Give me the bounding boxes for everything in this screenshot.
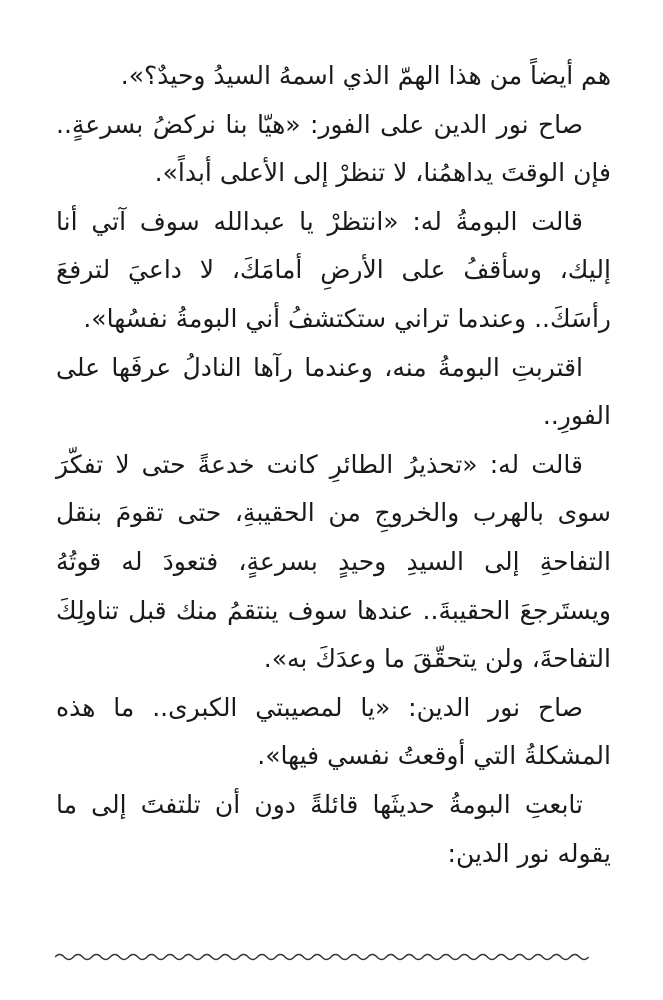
body-text [56,52,611,878]
paragraph-7: تابعتِ البومةُ حديثَها قائلةً دون أن تلتفتَ إلى ما يقوله نور الدين: [56,789,611,868]
paragraph-4: اقتربتِ البومةُ منه، وعندما رآها النادلُ عرفَها على الفورِ.. [56,352,611,431]
paragraph-1: هم أيضاً من هذا الهمّ الذي اسمهُ السيدُ وحيدٌ؟». [120,61,611,90]
paragraph-6: صاح نور الدين: «يا لمصيبتي الكبرى.. ما هذه المشكلةُ التي أوقعتُ نفسي فيها». [56,692,611,771]
paragraph-2: صاح نور الدين على الفور: «هيّا بنا نركضُ بسرعةٍ.. فإن الوقتَ يداهمُنا، لا تنظرْ إلى الأعلى أبداً». [56,109,611,188]
paragraph-5: قالت له: «تحذيرُ الطائرِ كانت خدعةً حتى لا تفكّرَ سوى بالهرب والخروجِ من الحقيبةِ، حتى تقومَ بنقل التفاحةِ إلى السيدِ وحيدٍ بسرعةٍ، فتعودَ له قوتُهُ ويستَرجعَ الحقيبةَ.. عندها سوف ينتقمُ منك قبل تناولِكَ التفاحةَ، ولن يتحقّقَ ما وعدَكَ به». [56,449,611,674]
wavy-divider-line [55,955,589,960]
wavy-divider [55,951,607,963]
paragraph-3: قالت البومةُ له: «انتظرْ يا عبدالله سوف آتي أنا إليك، وسأقفُ على الأرضِ أمامَكَ، لا داعيَ لترفعَ رأسَكَ.. وعندما تراني ستكتشفُ أني البومةُ نفسُها». [56,206,611,333]
